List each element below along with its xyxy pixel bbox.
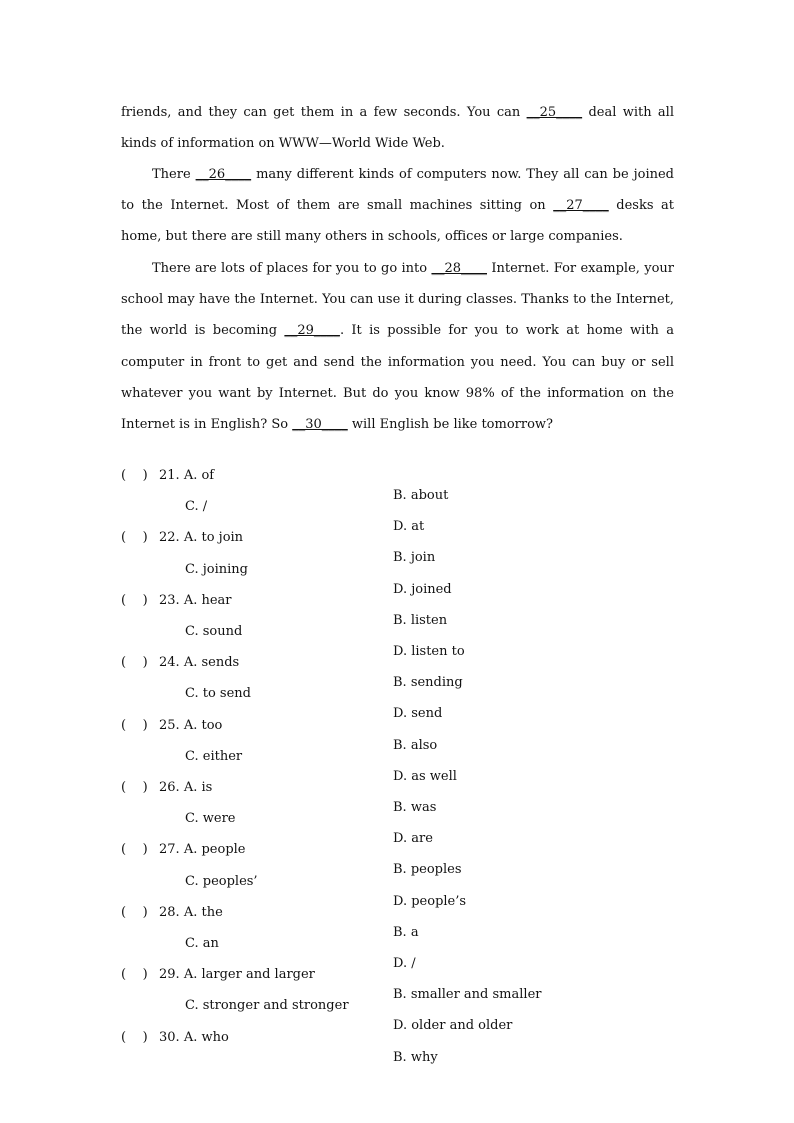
answer-paren[interactable]: ( ) bbox=[121, 780, 148, 795]
option-a: A. of bbox=[183, 468, 215, 483]
option-b: B. peoples bbox=[393, 862, 462, 877]
question-number: 30. bbox=[159, 1030, 180, 1045]
passage-paragraph-1 bbox=[121, 97, 674, 159]
blank-28: __28____ bbox=[431, 261, 487, 276]
option-b: B. join bbox=[393, 550, 436, 565]
option-c: C. stronger and stronger bbox=[185, 998, 349, 1013]
option-a: A. too bbox=[183, 718, 223, 733]
option-b: B. why bbox=[393, 1050, 438, 1065]
option-d: D. people’s bbox=[393, 894, 467, 909]
blank-29: __29____ bbox=[284, 323, 340, 339]
blank-30: __30____ bbox=[292, 417, 348, 433]
passage-paragraph-2 bbox=[121, 159, 674, 253]
answer-paren[interactable]: ( ) bbox=[121, 468, 148, 483]
question-number: 21. bbox=[159, 468, 180, 483]
passage-text: . It is possible for you to work at home with a computer in front to get and send the information you need. You can buy or sell whatever you want by Internet. But do you know 98% of the information on the Internet is in English? So bbox=[121, 323, 674, 433]
question-number: 28. bbox=[159, 905, 180, 920]
option-d: D. at bbox=[393, 519, 425, 534]
answer-paren[interactable]: ( ) bbox=[121, 530, 148, 545]
passage-text: will English be like tomorrow? bbox=[347, 417, 554, 433]
option-d: D. joined bbox=[393, 582, 452, 597]
passage-text: There are lots of places for you to go into bbox=[152, 261, 432, 276]
blank-26: __26____ bbox=[195, 167, 252, 182]
option-c: C. sound bbox=[185, 624, 243, 639]
question-21-row-1 bbox=[121, 446, 449, 503]
option-a: A. people bbox=[183, 842, 246, 857]
answer-paren[interactable]: ( ) bbox=[121, 905, 148, 920]
option-c: C. to send bbox=[185, 686, 251, 701]
question-number: 24. bbox=[159, 655, 180, 670]
option-c: C. joining bbox=[185, 562, 248, 577]
passage-text: deal with all kinds of information on WWW—World Wide Web. bbox=[121, 105, 674, 152]
option-b: B. a bbox=[393, 925, 419, 940]
option-b: B. about bbox=[393, 488, 449, 503]
question-number: 29. bbox=[159, 967, 180, 982]
option-a: A. hear bbox=[183, 593, 232, 608]
blank-25: __25____ bbox=[526, 105, 583, 120]
option-c: C. either bbox=[185, 749, 243, 764]
option-c: C. peoples’ bbox=[185, 874, 258, 889]
option-d: D. older and older bbox=[393, 1018, 513, 1033]
answer-paren[interactable]: ( ) bbox=[121, 1030, 148, 1045]
passage-paragraph-3 bbox=[121, 253, 674, 440]
passage-text: friends, and they can get them in a few seconds. You can bbox=[121, 105, 527, 120]
question-28-row-1 bbox=[121, 883, 419, 940]
option-b: B. also bbox=[393, 738, 438, 753]
question-number: 27. bbox=[159, 842, 180, 857]
option-b: B. smaller and smaller bbox=[393, 987, 542, 1002]
option-a: A. to join bbox=[183, 530, 244, 545]
option-b: B. sending bbox=[393, 675, 463, 690]
option-d: D. are bbox=[393, 831, 433, 846]
passage-text: There bbox=[152, 167, 196, 182]
answer-paren[interactable]: ( ) bbox=[121, 655, 148, 670]
answer-paren[interactable]: ( ) bbox=[121, 967, 148, 982]
answer-paren[interactable]: ( ) bbox=[121, 842, 148, 857]
option-a: A. sends bbox=[183, 655, 240, 670]
option-d: D. as well bbox=[393, 769, 457, 784]
answer-paren[interactable]: ( ) bbox=[121, 593, 148, 608]
question-number: 22. bbox=[159, 530, 180, 545]
passage-text: desks at home, but there are still many others in schools, offices or large companies. bbox=[121, 198, 674, 245]
option-a: A. larger and larger bbox=[183, 967, 315, 982]
option-a: A. the bbox=[183, 905, 223, 920]
option-d: D. listen to bbox=[393, 644, 465, 659]
passage-text: Internet. For example, your school may have the Internet. You can use it during classes. Thanks to the Internet, the world is becoming bbox=[121, 261, 675, 339]
option-d: D. send bbox=[393, 706, 443, 721]
blank-27: __27____ bbox=[553, 198, 609, 214]
option-d: D. / bbox=[393, 956, 416, 971]
option-c: C. were bbox=[185, 811, 236, 826]
passage-text: many different kinds of computers now. They all can be joined to the Internet. Most of them are small machines sitting on bbox=[121, 167, 674, 214]
question-30-row-1 bbox=[121, 1008, 438, 1065]
option-b: B. listen bbox=[393, 613, 448, 628]
answer-paren[interactable]: ( ) bbox=[121, 718, 148, 733]
option-c: C. / bbox=[185, 499, 208, 514]
option-a: A. who bbox=[183, 1030, 229, 1045]
question-29-row-1 bbox=[121, 945, 542, 1002]
option-c: C. an bbox=[185, 936, 219, 951]
option-b: B. was bbox=[393, 800, 437, 815]
question-number: 23. bbox=[159, 593, 180, 608]
question-number: 25. bbox=[159, 718, 180, 733]
option-a: A. is bbox=[183, 780, 213, 795]
question-number: 26. bbox=[159, 780, 180, 795]
